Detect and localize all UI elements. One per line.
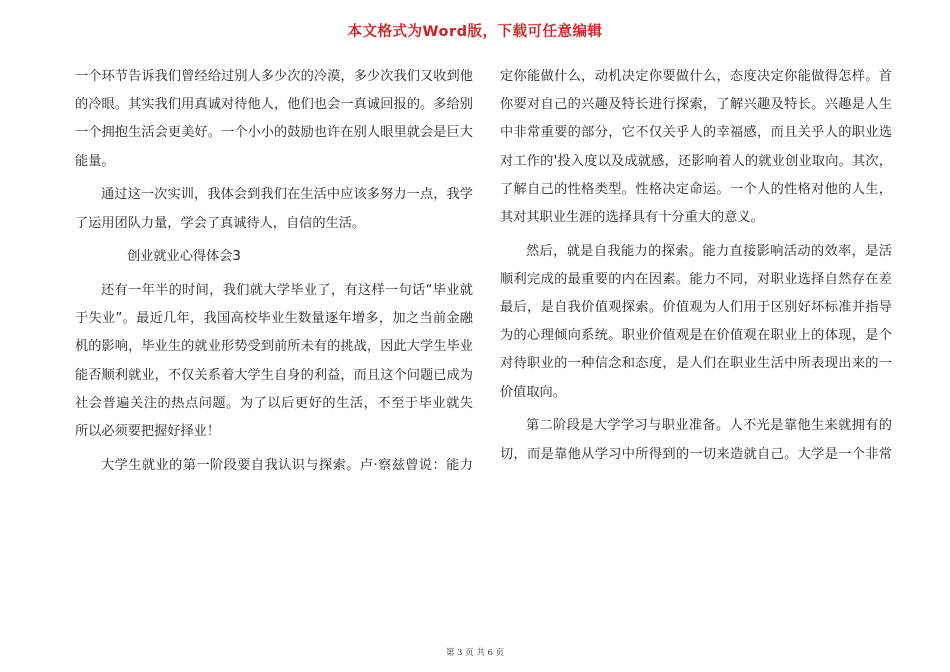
text-line: 顺利完成的最重要的内在因素。能力不同，对职业选择自然存在差 bbox=[500, 271, 892, 287]
text-line: 了运用团队力量，学会了真诚待人，自信的生活。 bbox=[75, 215, 366, 231]
paragraph bbox=[75, 452, 473, 480]
text-line: 机的影响，毕业生的就业形势受到前所未有的挑战，因此大学生毕业 bbox=[75, 339, 473, 355]
right-text-column bbox=[500, 63, 892, 469]
paragraph bbox=[500, 63, 892, 232]
text-line: 第二阶段是大学学习与职业准备。人不光是靠他生来就拥有的 bbox=[526, 418, 892, 434]
text-line: 社会普遍关注的热点问题。为了以后更好的生活，不至于毕业就失 bbox=[75, 395, 473, 411]
text-line: 然后，就是自我能力的探索。能力直接影响活动的效率，是活 bbox=[526, 243, 892, 259]
text-line: 能否顺利就业，不仅关系着大学生自身的利益，而且这个问题已成为 bbox=[75, 367, 473, 383]
paragraph bbox=[500, 412, 892, 468]
section-heading: 创业就业心得体会3 bbox=[127, 249, 241, 265]
text-line: 所以必须要把握好择业！ bbox=[75, 424, 221, 440]
text-line: 为的心理倾向系统。职业价值观是在价值观在职业上的体现，是个 bbox=[500, 328, 892, 344]
text-line: 最后，是自我价值观探索。价值观为人们用于区别好坏标准并指导 bbox=[500, 300, 892, 316]
left-text-column bbox=[75, 63, 473, 480]
text-line: 其对其职业生涯的选择具有十分重大的意义。 bbox=[500, 209, 764, 225]
text-line: 对待职业的一种信念和态度，是人们在职业生活中所表现出来的一 bbox=[500, 356, 892, 372]
text-line: 了解自己的性格类型。性格决定命运。一个人的性格对他的人生， bbox=[500, 181, 892, 197]
text-line: 一个环节告诉我们曾经给过别人多少次的冷漠，多少次我们又收到他 bbox=[75, 69, 473, 84]
text-line: 大学生就业的第一阶段要自我认识与探索。卢·察兹曾说：能力 bbox=[101, 457, 473, 473]
paragraph bbox=[75, 63, 473, 176]
text-line: 对工作的'投入度以及成就感，还影响着人的就业创业取向。其次， bbox=[500, 153, 892, 169]
paragraph bbox=[75, 181, 473, 237]
text-line: 的冷眼。其实我们用真诚对待他人，他们也会一真诚回报的。多给别 bbox=[75, 97, 473, 113]
paragraph bbox=[75, 277, 473, 446]
page-number-footer: 第 3 页 共 6 页 bbox=[445, 648, 505, 658]
text-line: 你要对自己的兴趣及特长进行探索，了解兴趣及特长。兴趣是人生 bbox=[500, 97, 892, 113]
paragraph bbox=[500, 238, 892, 407]
text-line: 于失业”。最近几年，我国高校毕业生数量逐年增多，加之当前金融 bbox=[75, 311, 473, 327]
document-banner: 本文格式为Word版，下载可任意编辑 bbox=[347, 24, 603, 40]
text-line: 价值取向。 bbox=[500, 384, 566, 400]
text-line: 定你能做什么，动机决定你要做什么，态度决定你能做得怎样。首 bbox=[500, 69, 892, 84]
text-line: 通过这一次实训，我体会到我们在生活中应该多努力一点，我学 bbox=[101, 187, 473, 203]
text-line: 切，而是靠他从学习中所得到的一切来造就自己。大学是一个非常 bbox=[500, 446, 892, 462]
text-line: 能量。 bbox=[75, 153, 115, 169]
text-line: 中非常重要的部分，它不仅关乎人的幸福感，而且关乎人的职业选 bbox=[500, 125, 892, 141]
text-line: 一个拥抱生活会更美好。一个小小的鼓励也许在别人眼里就会是巨大 bbox=[75, 125, 473, 141]
text-line: 还有一年半的时间，我们就大学毕业了，有这样一句话“毕业就 bbox=[101, 283, 473, 299]
